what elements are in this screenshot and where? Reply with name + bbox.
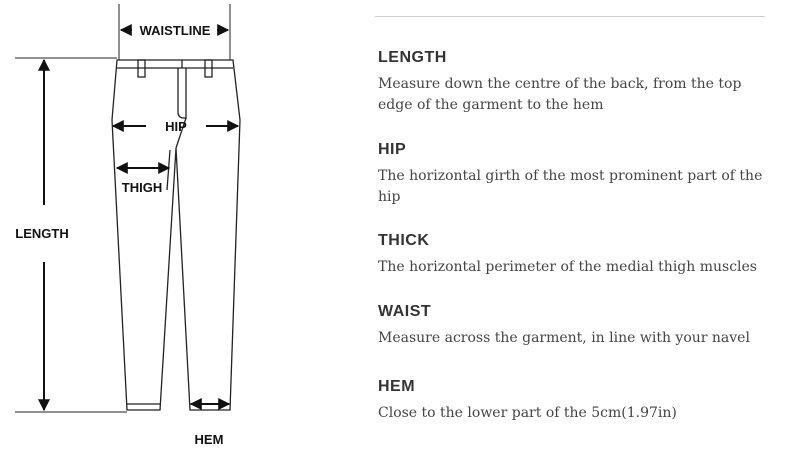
- waistline-indicator: [119, 4, 230, 60]
- length-indicator: [15, 58, 127, 412]
- section-title: WAIST: [378, 303, 432, 320]
- section-thick: [378, 231, 773, 278]
- trouser-outline: [112, 60, 240, 410]
- section-title: HIP: [378, 141, 407, 158]
- section-waist: [378, 302, 773, 349]
- thigh-label: THIGH: [121, 180, 163, 195]
- section-description: The horizontal girth of the most prominent part of the hip: [378, 168, 763, 205]
- section-description: The horizontal perimeter of the medial thigh muscles: [378, 259, 757, 275]
- hip-label: HIP: [165, 119, 187, 134]
- section-title: LENGTH: [378, 49, 447, 66]
- section-title: HEM: [378, 378, 416, 395]
- hem-label: HEM: [194, 432, 224, 447]
- section-title: THICK: [378, 232, 430, 249]
- length-label: LENGTH: [15, 226, 69, 241]
- section-length: [378, 48, 773, 116]
- measurement-guide: [375, 0, 775, 450]
- section-hip: [378, 140, 773, 208]
- section-hem: [378, 377, 773, 424]
- section-description: Measure down the centre of the back, from the top edge of the garment to the hem: [378, 76, 742, 113]
- top-divider: [375, 16, 765, 17]
- waistline-label: WAISTLINE: [139, 23, 211, 38]
- trouser-diagram: [0, 0, 340, 450]
- section-description: Close to the lower part of the 5cm(1.97in): [378, 405, 677, 421]
- section-description: Measure across the garment, in line with your navel: [378, 330, 750, 346]
